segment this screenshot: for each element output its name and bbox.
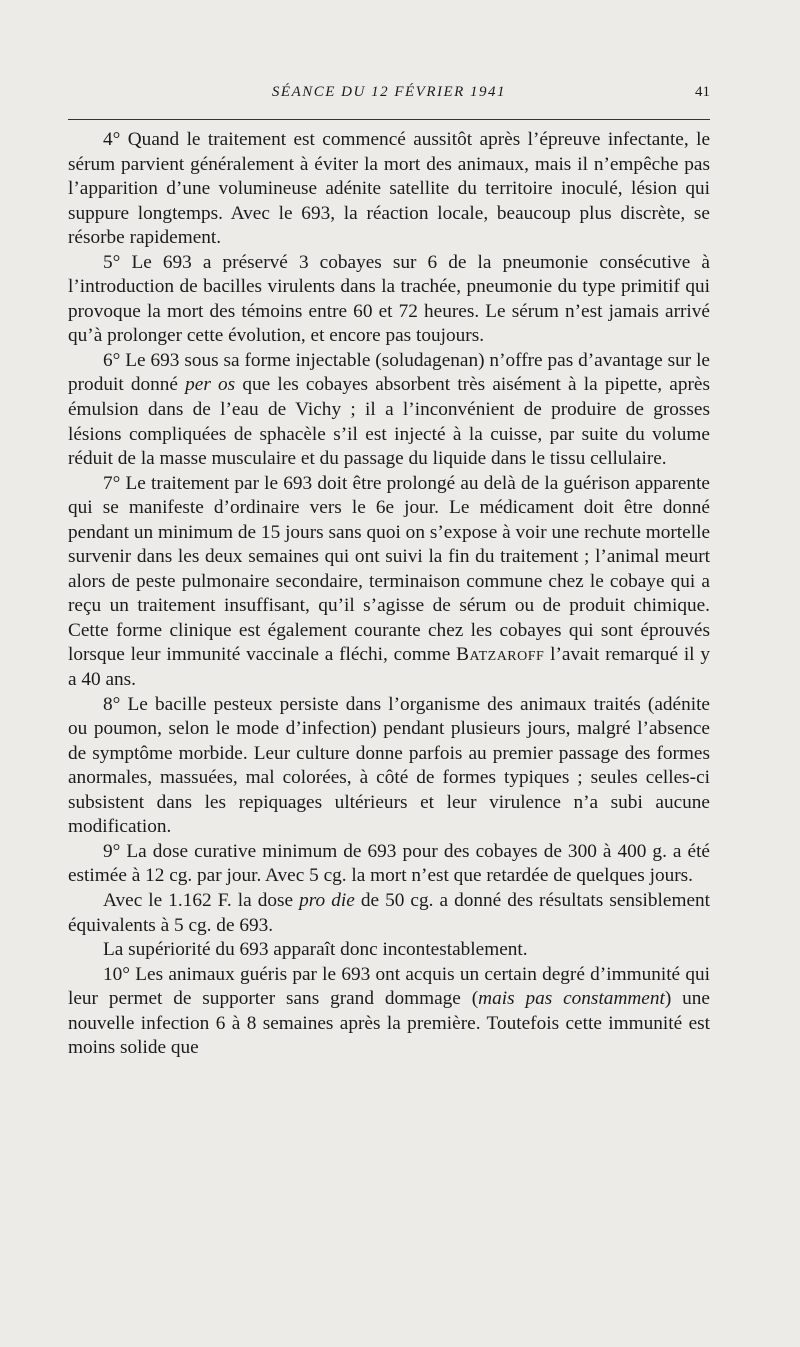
paragraph-7-text-a: 7° Le traitement par le 693 doit être prolongé au delà de la guérison apparente qui se manifeste d’ordinaire vers le 6e jour. Le médicament doit être donné pendant un minimum de 15 jours sans quoi on s’expose à voir une rechute mortelle survenir dans les deux semaines qui ont suivi la fin du traitement ; l’animal meurt alors de peste pulmonaire secondaire, terminaison commune chez le cobaye qui a reçu un traitement insuffisant, qu’il s’agisse de sérum ou de produit chimique. Cette forme clinique est également courante chez les cobayes qui sont éprouvés lorsque leur immunité vaccinale a fléchi, comme [68,472,710,666]
latin-term-per-os: per os [185,374,236,396]
paragraph-10-text-a: 10° Les animaux guéris par le 693 ont acquis un certain degré d’immunité qui leur permet de supporter sans grand dommage ( [68,963,710,1010]
paragraph-6-text-b: que les cobayes absorbent très aisément à la pipette, après émulsion dans de l’eau de Vichy ; il a l’inconvénient de produire de grosses lésions compliquées de sphacèle s’il est injecté à la cuisse, par suite du volume réduit de la masse musculaire et du passage du liquide dans le tissu cellulaire. [68,374,710,470]
header-rule [68,119,710,120]
latin-term-pro-die: pro die [299,889,355,911]
body-text [68,128,710,1061]
paragraph-9b-text-b: de 50 cg. a donné des résultats sensiblement équivalents à 5 cg. de 693. [68,889,710,936]
page-number: 41 [695,84,710,100]
emphasis-mais-pas-constamment: mais pas constamment [478,988,665,1010]
paragraph-5: 5° Le 693 a préservé 3 cobayes sur 6 de la pneumonie consécutive à l’introduction de bacilles virulents dans la trachée, pneumonie du type primitif qui provoque la mort des témoins entre 60 et 72 heures. Le sérum n’est jamais arrivé qu’à prolonger cette évolution, et encore pas toujours. [68,251,710,347]
paragraph-4: 4° Quand le traitement est commencé aussitôt après l’épreuve infectante, le sérum parvient généralement à éviter la mort des animaux, mais il n’empêche pas l’apparition d’une volumineuse adénite satellite du territoire inoculé, lésion qui suppure longtemps. Avec le 693, la réaction locale, beaucoup plus discrète, se résorbe rapidement. [68,129,710,249]
paragraph-6-text-a: 6° Le 693 sous sa forme injectable (soludagenan) n’offre pas d’avantage sur le produit donné [68,349,710,396]
paragraph-7 [68,472,710,693]
paragraph-10-text-b: ) une nouvelle infection 6 à 8 semaines après la première. Toutefois cette immunité est moins solide que [68,988,710,1059]
paragraph-8: 8° Le bacille pesteux persiste dans l’organisme des animaux traités (adénite ou poumon, selon le mode d’infection) pendant plusieurs jours, malgré l’absence de symptôme morbide. Leur culture donne parfois au premier passage des formes anormales, massuées, mal colorées, à côté de formes typiques ; seules celles-ci subsistent dans les repiquages ultérieurs et leur virulence n’a subi aucune modification. [68,693,710,838]
paragraph-6 [68,349,710,472]
paragraph-9c: La supériorité du 693 apparaît donc incontestablement. [103,939,528,961]
page-header [68,84,710,108]
paragraph-9b-text-a: Avec le 1.162 F. la dose [103,889,300,911]
author-name: Batzaroff [456,644,545,666]
paragraph-9: 9° La dose curative minimum de 693 pour des cobayes de 300 à 400 g. a été estimée à 12 cg. par jour. Avec 5 cg. la mort n’est que retardée de quelques jours. [68,840,710,887]
paragraph-7-text-b: l’avait remarqué il y a 40 ans. [68,644,710,691]
running-title: SÉANCE DU 12 FÉVRIER 1941 [271,84,507,100]
paragraph-9b [68,889,710,938]
paragraph-10 [68,963,710,1061]
